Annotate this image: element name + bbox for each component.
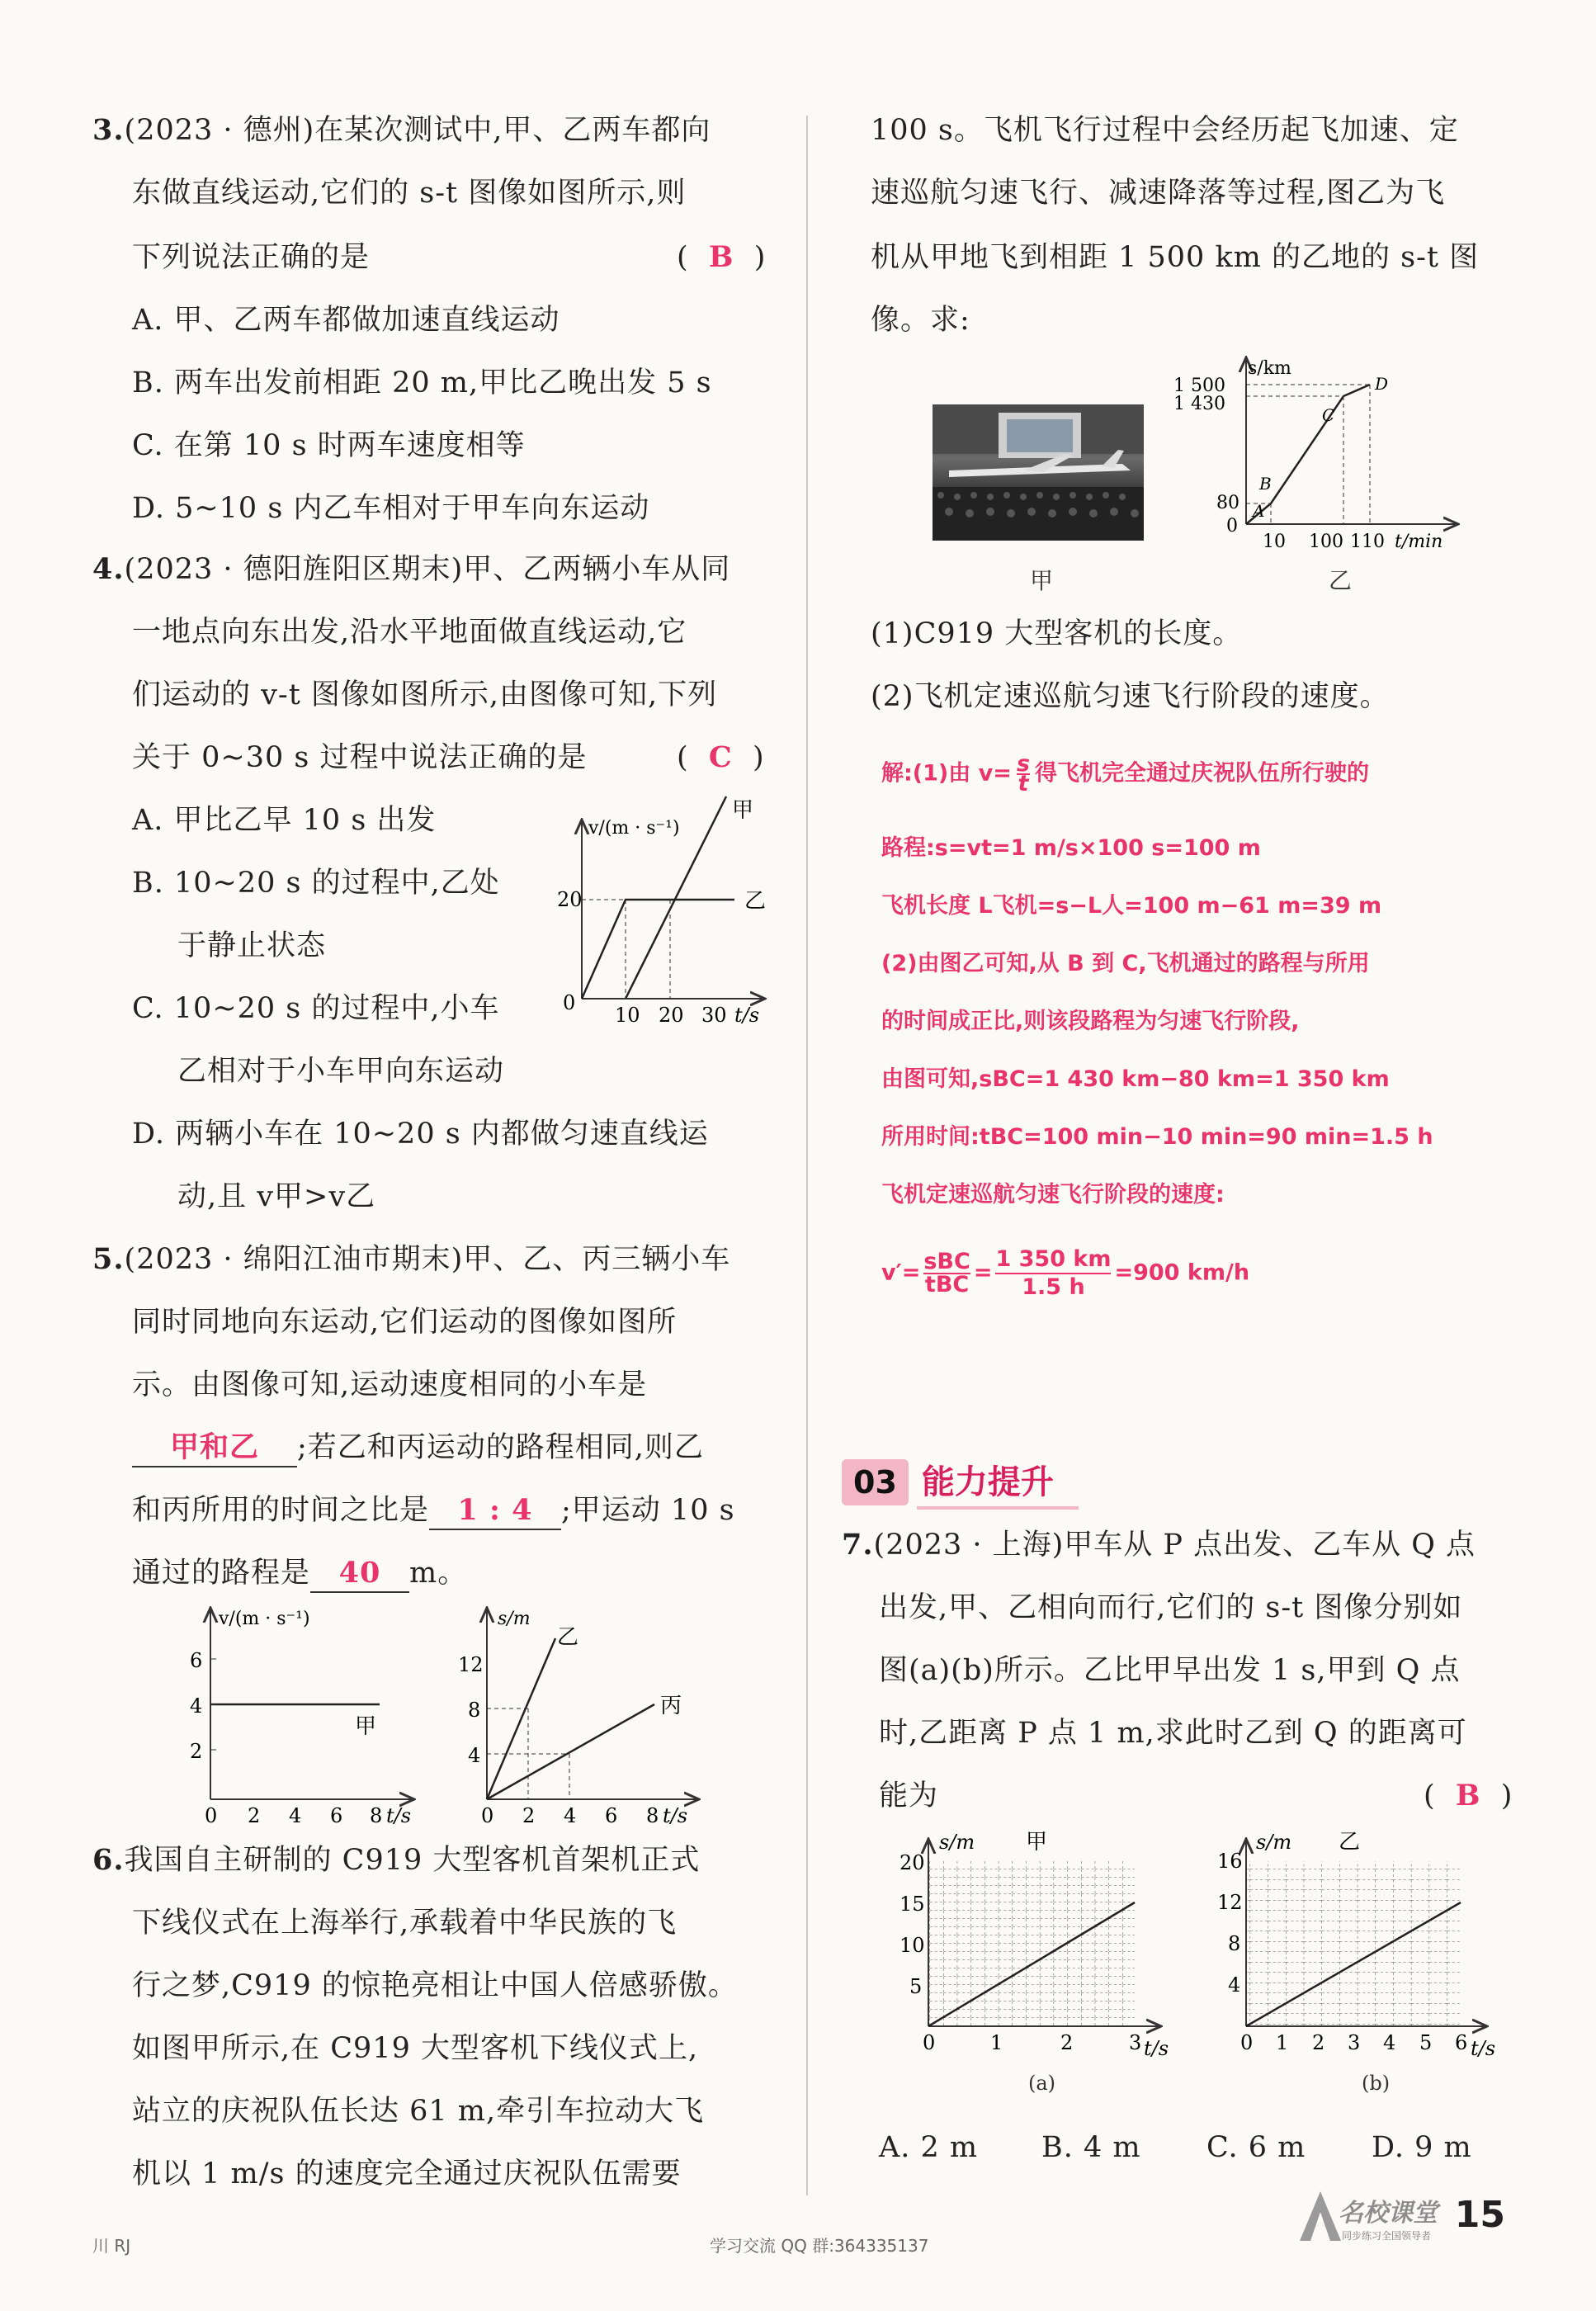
q6-line1: 6.我国自主研制的 C919 大型客机首架机正式: [92, 1843, 701, 1877]
logo-subtext: 同步练习全国领导者: [1342, 2230, 1432, 2242]
q7-option-d: D. 9 m: [1372, 2131, 1472, 2164]
q5-g1-ylabel: v/(m · s⁻¹): [219, 1609, 310, 1629]
q5-vt-graph: [165, 1601, 429, 1832]
q5-bing-line: [487, 1704, 654, 1799]
q7-graph-b: [1197, 1828, 1510, 2076]
q5-g2-xlabel: t/s: [663, 1804, 688, 1827]
q6-x100: 100: [1309, 532, 1343, 552]
q6-sol-line1: 解:(1)由 v= $\frac{s}{t}$ 得飞机完全通过庆祝队伍所行驶的: [881, 751, 1369, 796]
section-title: 能力提升: [917, 1456, 1079, 1510]
q5-g2-x6: 6: [605, 1804, 618, 1827]
q5-st-graph: [450, 1601, 730, 1832]
publisher-logo: [1296, 2187, 1461, 2253]
q4-number: 4.: [92, 552, 125, 586]
q6-right-line3: 机从甲地飞到相距 1 500 km 的乙地的 s-t 图: [871, 241, 1480, 274]
q5-g2-x2: 2: [522, 1804, 536, 1827]
q5-g2-x4: 4: [564, 1804, 577, 1827]
q5-g2-y8: 8: [468, 1699, 481, 1722]
q7a-x3: 3: [1129, 2031, 1142, 2054]
q5-g2-yi: 乙: [557, 1625, 579, 1650]
q7a-name: 甲: [1026, 1830, 1048, 1855]
footer-qq-group: 学习交流 QQ 群:364335137: [710, 2236, 929, 2256]
q5-g1-x2: 2: [248, 1804, 261, 1827]
q7b-x2: 2: [1312, 2031, 1325, 2054]
q6-sub1: (1)C919 大型客机的长度。: [871, 617, 1243, 650]
q4-option-b2: 于静止状态: [177, 929, 327, 962]
q5-g2-bing: 丙: [660, 1694, 682, 1718]
q7a-y5: 5: [909, 1975, 923, 1998]
q7a-xlabel: t/s: [1144, 2037, 1169, 2060]
q5-answer-3: 40: [310, 1555, 409, 1593]
q3-answer-value: B: [708, 240, 734, 274]
q7b-ylabel: s/m: [1256, 1831, 1292, 1854]
q6-xlabel: t/min: [1395, 532, 1443, 552]
q7a-y10: 10: [900, 1934, 925, 1957]
q7-line5: 能为: [879, 1779, 939, 1812]
q7b-y8: 8: [1228, 1932, 1241, 1955]
footer-edition: 川 RJ: [92, 2236, 131, 2256]
q3-number: 3.: [92, 113, 125, 147]
q7-line4: 时,乙距离 P 点 1 m,求此时乙到 Q 的距离可: [879, 1717, 1467, 1750]
q7a-x1: 1: [990, 2031, 1003, 2054]
q7a-x2: 2: [1060, 2031, 1074, 2054]
q6-caption-yi: 乙: [1329, 567, 1353, 594]
q6-sol-line4: (2)由图乙可知,从 B 到 C,飞机通过的路程与所用: [881, 951, 1370, 976]
q4-x10: 10: [615, 1004, 640, 1027]
q7a-y20: 20: [900, 1851, 925, 1874]
q3-line1: 3.(2023 · 德州)在某次测试中,甲、乙两车都向: [92, 113, 711, 147]
q4-x30: 30: [701, 1004, 727, 1027]
q6-frac2-num: 1 350 km: [995, 1246, 1111, 1274]
q7-option-b: B. 4 m: [1041, 2131, 1141, 2164]
q5-line4: 甲和乙 ;若乙和丙运动的路程相同,则乙: [132, 1430, 704, 1467]
q6-line2: 下线仪式在上海举行,承载着中华民族的飞: [132, 1907, 678, 1940]
q6-frac1-den: tBC: [924, 1272, 970, 1297]
q4-answer-value: C: [708, 740, 733, 774]
q6-x110: 110: [1350, 532, 1385, 552]
q3-option-c: C. 在第 10 s 时两车速度相等: [132, 429, 526, 462]
q5-g2-x8: 8: [646, 1804, 659, 1827]
q7a-x0: 0: [923, 2031, 936, 2054]
q7-number: 7.: [842, 1528, 874, 1562]
q5-yi-line: [487, 1638, 555, 1799]
q4-option-a: A. 甲比乙早 10 s 出发: [132, 804, 437, 837]
q7-option-c: C. 6 m: [1206, 2131, 1306, 2164]
q7-line3: 图(a)(b)所示。乙比甲早出发 1 s,甲到 Q 点: [879, 1654, 1461, 1687]
q6-sol-line7: 所用时间:tBC=100 min−10 min=90 min=1.5 h: [881, 1124, 1433, 1150]
q5-g2-ylabel: s/m: [498, 1609, 531, 1629]
q5-line3: 示。由图像可知,运动速度相同的小车是: [132, 1368, 648, 1401]
q6-ylabel: s/km: [1248, 358, 1291, 379]
q7-caption-b: (b): [1362, 2072, 1391, 2095]
q7b-xlabel: t/s: [1471, 2037, 1496, 2060]
q6-line4: 如图甲所示,在 C919 大型客机下线仪式上,: [132, 2032, 699, 2065]
q7b-x3: 3: [1348, 2031, 1361, 2054]
q3-line2: 东做直线运动,它们的 s-t 图像如图所示,则: [132, 177, 687, 210]
q7b-name: 乙: [1339, 1830, 1361, 1855]
q7-line2: 出发,甲、乙相向而行,它们的 s-t 图像分别如: [879, 1591, 1463, 1624]
q6-line6: 机以 1 m/s 的速度完全通过庆祝队伍需要: [132, 2157, 682, 2190]
q4-option-b1: B. 10~20 s 的过程中,乙处: [132, 867, 500, 900]
q5-answer-2: 1 : 4: [429, 1492, 561, 1530]
q6-point-d: D: [1375, 374, 1389, 394]
q3-option-b: B. 两车出发前相距 20 m,甲比乙晚出发 5 s: [132, 366, 712, 399]
q5-g1-x4: 4: [289, 1804, 302, 1827]
q6-line3: 行之梦,C919 的惊艳亮相让中国人倍感骄傲。: [132, 1969, 738, 2002]
q6-sol-line6: 由图可知,sBC=1 430 km−80 km=1 350 km: [881, 1066, 1390, 1092]
q5-g2-y12: 12: [458, 1653, 484, 1676]
q7b-x1: 1: [1276, 2031, 1289, 2054]
column-divider: [806, 116, 808, 2195]
q5-g1-xlabel: t/s: [386, 1804, 412, 1827]
q7b-x4: 4: [1383, 2031, 1396, 2054]
q7-answer-value: B: [1455, 1779, 1481, 1812]
q6-sol-line3: 飞机长度 L飞机=s−L人=100 m−61 m=39 m: [881, 893, 1382, 919]
q7-line1: 7.(2023 · 上海)甲车从 P 点出发、乙车从 Q 点: [842, 1528, 1476, 1562]
q6-frac-den: t: [1018, 771, 1029, 796]
q5-line6: 通过的路程是 40 m。: [132, 1555, 467, 1593]
q6-right-line2: 速巡航匀速飞行、减速降落等过程,图乙为飞: [871, 177, 1446, 210]
q4-origin: 0: [563, 991, 576, 1014]
q6-y1500: 1 500: [1173, 376, 1225, 396]
q4-ylabel: v/(m · s⁻¹): [588, 818, 680, 839]
q4-vt-graph: [528, 788, 776, 1028]
q3-option-d: D. 5~10 s 内乙车相对于甲车向东运动: [132, 492, 650, 525]
q6-origin: 0: [1226, 516, 1238, 536]
section-heading: [842, 1456, 1079, 1514]
q4-yi-label: 乙: [744, 889, 767, 914]
q4-option-c1: C. 10~20 s 的过程中,小车: [132, 992, 500, 1025]
q7b-x5: 5: [1419, 2031, 1433, 2054]
q5-g2-x0: 0: [481, 1804, 494, 1827]
q4-x20: 20: [659, 1004, 684, 1027]
q7b-y16: 16: [1217, 1850, 1243, 1873]
q5-g1-x6: 6: [330, 1804, 343, 1827]
q6-frac1-num: sBC: [923, 1249, 970, 1274]
q4-y20: 20: [557, 888, 583, 911]
q4-jia-label: 甲: [732, 798, 754, 823]
q5-line1: 5.(2023 · 绵阳江油市期末)甲、乙、丙三辆小车: [92, 1242, 731, 1276]
q3-line3: 下列说法正确的是: [132, 241, 371, 274]
q5-g1-x8: 8: [370, 1804, 383, 1827]
q5-g1-x0: 0: [205, 1804, 218, 1827]
q6-sub2: (2)飞机定速巡航匀速飞行阶段的速度。: [871, 680, 1390, 713]
q6-number: 6.: [92, 1843, 125, 1877]
q6-point-a: A: [1253, 501, 1265, 521]
section-number: 03: [842, 1459, 909, 1505]
q5-line2: 同时同地向东运动,它们运动的图像如图所: [132, 1306, 678, 1339]
q6-caption-jia: 甲: [1030, 567, 1054, 594]
q6-point-b: B: [1259, 474, 1272, 494]
q6-sol-line9: v′= sBC tBC = $\frac{1 350 km}{1.5 h}$ =900 km/h: [881, 1246, 1250, 1300]
c919-photo: [933, 404, 1144, 541]
logo-text: 名校课堂: [1339, 2199, 1438, 2228]
q5-g1-jia: 甲: [355, 1714, 377, 1739]
q6-x10: 10: [1263, 532, 1286, 552]
q5-number: 5.: [92, 1242, 125, 1276]
q7-graph-a: [875, 1828, 1188, 2076]
q4-xlabel: t/s: [734, 1004, 760, 1027]
logo-a-icon: [1296, 2187, 1345, 2245]
q3-answer: ( B ): [677, 240, 767, 274]
q6-y1430: 1 430: [1173, 394, 1225, 414]
q7b-x0: 0: [1240, 2031, 1254, 2054]
q4-yi-line: [582, 900, 734, 999]
q7-answer: ( B ): [1424, 1779, 1513, 1812]
q6-sol-line5: 的时间成正比,则该段路程为匀速飞行阶段,: [881, 1009, 1300, 1034]
q4-answer: ( C ): [677, 740, 765, 774]
q5-g2-y4: 4: [468, 1744, 481, 1767]
q4-line1: 4.(2023 · 德阳旌阳区期末)甲、乙两辆小车从同: [92, 552, 731, 586]
q7a-ylabel: s/m: [939, 1831, 975, 1854]
q7-caption-a: (a): [1028, 2072, 1056, 2095]
q7b-y12: 12: [1217, 1891, 1243, 1914]
q4-line3: 们运动的 v-t 图像如图所示,由图像可知,下列: [132, 678, 718, 711]
q3-option-a: A. 甲、乙两车都做加速直线运动: [132, 304, 560, 337]
q6-st-graph: [1164, 355, 1477, 553]
q5-g1-y4: 4: [190, 1694, 203, 1718]
q5-g1-y6: 6: [190, 1649, 203, 1672]
q6-line5: 站立的庆祝队伍长达 61 m,牵引车拉动大飞: [132, 2095, 705, 2128]
q4-option-c2: 乙相对于小车甲向东运动: [177, 1055, 505, 1088]
q6-right-line1: 100 s。飞机飞行过程中会经历起飞加速、定: [871, 114, 1459, 147]
q4-option-d2: 动,且 v甲>v乙: [177, 1180, 376, 1213]
q7b-y4: 4: [1228, 1973, 1241, 1997]
q6-y80: 80: [1216, 493, 1239, 513]
page-number: 15: [1454, 2194, 1505, 2236]
q6-sol-line8: 飞机定速巡航匀速飞行阶段的速度:: [881, 1182, 1225, 1207]
q6-right-line4: 像。求:: [871, 304, 970, 337]
q5-answer-1: 甲和乙: [132, 1430, 297, 1467]
q4-line2: 一地点向东出发,沿水平地面做直线运动,它: [132, 616, 687, 649]
q6-frac-num: s: [1016, 751, 1030, 777]
q5-line5: 和丙所用的时间之比是 1 : 4 ;甲运动 10 s: [132, 1492, 735, 1530]
q6-frac2-den: 1.5 h: [1022, 1274, 1085, 1300]
q5-g1-y2: 2: [190, 1740, 203, 1763]
q6-sol-line2: 路程:s=vt=1 m/s×100 s=100 m: [881, 835, 1261, 861]
q7a-y15: 15: [900, 1893, 925, 1916]
q7b-x6: 6: [1455, 2031, 1468, 2054]
q6-point-c: C: [1322, 405, 1335, 425]
q7-option-a: A. 2 m: [879, 2131, 979, 2164]
q4-option-d1: D. 两辆小车在 10~20 s 内都做匀速直线运: [132, 1118, 709, 1151]
q4-line4: 关于 0~30 s 过程中说法正确的是: [132, 741, 588, 774]
